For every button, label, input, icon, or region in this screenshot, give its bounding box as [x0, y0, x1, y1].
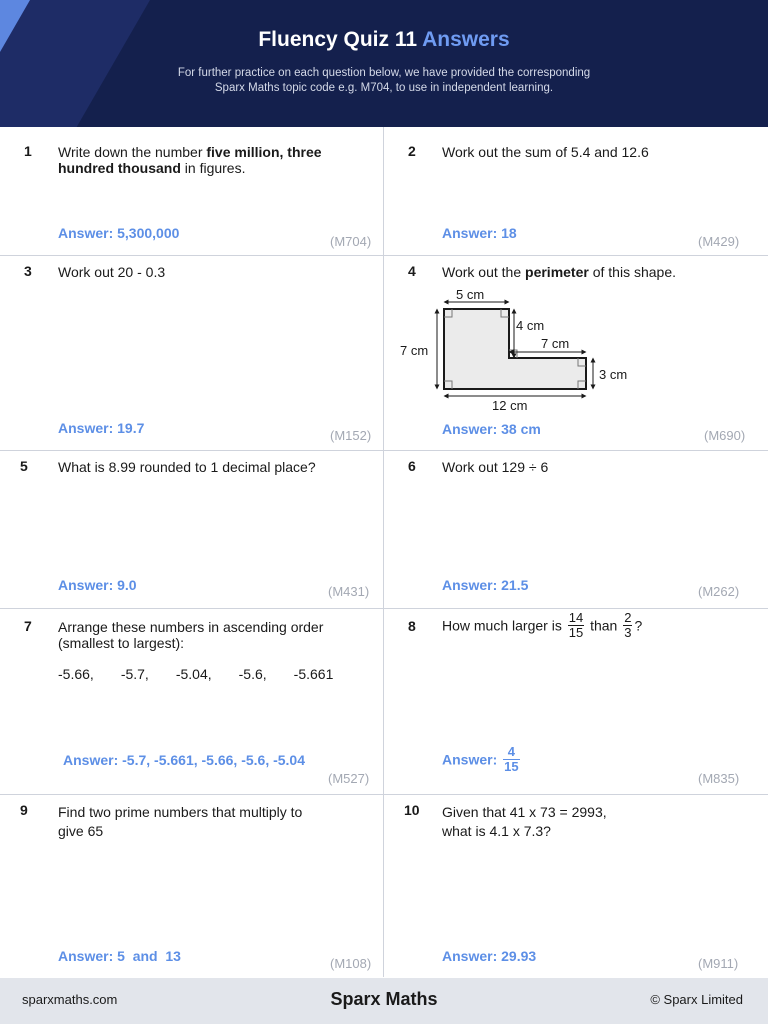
answer-text: Answer: $\frac{4}{15}$	[442, 744, 519, 774]
question-text: What is 8.99 rounded to 1 decimal place?	[58, 459, 316, 475]
question-text: Find two prime numbers that multiply to give 65	[58, 804, 303, 839]
page-title: Fluency Quiz 11 Answers	[258, 28, 510, 51]
question-text: Work out 129 ÷ 6	[442, 459, 549, 475]
question-number: 10	[404, 802, 420, 818]
answer-text: Answer: 21.5	[442, 577, 529, 593]
number-item: -5.66,	[58, 666, 94, 682]
row-divider	[0, 794, 768, 795]
topic-code: (M690)	[704, 428, 746, 443]
answer-text: Answer: 18	[442, 225, 517, 241]
question-text: Work out 20 - 0.3	[58, 264, 166, 280]
topic-code: (M108)	[330, 956, 372, 971]
page-title-accent: Answers	[422, 28, 510, 51]
answer-text: Answer: 38 cm	[442, 421, 541, 437]
right-angle-mark	[509, 350, 517, 358]
footer	[0, 978, 768, 1024]
dimension-label: 4 cm	[516, 318, 545, 333]
question-number: 6	[408, 458, 416, 474]
page-subtitle: For further practice on each question below, we have provided the corresponding Sparx Maths topic code e.g. M704, to use in independent learning.	[177, 67, 591, 94]
question-number: 8	[408, 618, 416, 634]
row-divider	[0, 255, 768, 256]
question-number: 9	[20, 802, 28, 818]
question-number: 4	[408, 263, 416, 279]
question-number: 2	[408, 143, 416, 159]
header-banner	[0, 0, 768, 127]
fraction: $\frac{2}{3}$	[624, 610, 632, 640]
dimension-label: 7 cm	[400, 343, 429, 358]
question-number: 7	[24, 618, 32, 634]
footer-brand-logo: Sparx Maths	[330, 989, 438, 1009]
answer-text: Answer: 9.0	[58, 577, 137, 593]
question-text: Given that 41 x 73 = 2993, what is 4.1 x 7.3?	[442, 804, 607, 839]
answer-text: Answer: 5,300,000	[58, 225, 180, 241]
topic-code: (M527)	[328, 771, 370, 786]
footer-copyright: © Sparx Limited	[650, 992, 743, 1007]
question-text: Work out the sum of 5.4 and 12.6	[442, 144, 649, 160]
dimension-label: 5 cm	[456, 287, 485, 302]
number-item: -5.661	[293, 666, 334, 682]
answer-text: Answer: 29.93	[442, 948, 537, 964]
number-item: -5.04,	[175, 666, 212, 682]
perimeter-shape-diagram	[390, 280, 650, 415]
topic-code: (M835)	[698, 771, 740, 786]
question-text: How much larger is $\frac{14}{15}$ than $\frac{2}{3}$ ?	[442, 610, 643, 640]
question-text: Write down the number five million, three hundred thousand in figures.	[58, 144, 322, 176]
fraction: $\frac{14}{15}$	[568, 610, 584, 640]
topic-code: (M262)	[698, 584, 740, 599]
topic-code: (M429)	[698, 234, 740, 249]
number-item: -5.7,	[120, 666, 149, 682]
question-text: Arrange these numbers in ascending order (smallest to largest):	[58, 619, 324, 651]
row-divider	[0, 450, 768, 451]
question-number: 3	[24, 263, 32, 279]
topic-code: (M704)	[330, 234, 372, 249]
answer-fraction: $\frac{4}{15}$	[504, 744, 519, 774]
number-list	[58, 666, 333, 682]
answer-text: Answer: -5.7, -5.661, -5.66, -5.6, -5.04	[63, 752, 306, 768]
dimension-label: 12 cm	[492, 398, 528, 413]
question-number: 1	[24, 143, 32, 159]
answer-text: Answer: 19.7	[58, 420, 145, 436]
topic-code: (M152)	[330, 428, 372, 443]
topic-code: (M431)	[328, 584, 370, 599]
answer-text: Answer: 5 and 13	[58, 948, 181, 964]
dimension-label: 3 cm	[599, 367, 628, 382]
row-divider	[0, 608, 768, 609]
question-number: 5	[20, 458, 28, 474]
footer-website-link[interactable]: sparxmaths.com	[22, 992, 118, 1007]
header-decoration	[0, 0, 150, 127]
dimension-label: 7 cm	[541, 336, 570, 351]
question-text: Work out the perimeter of this shape.	[442, 264, 676, 280]
topic-code: (M911)	[698, 956, 739, 971]
number-item: -5.6,	[238, 666, 267, 682]
